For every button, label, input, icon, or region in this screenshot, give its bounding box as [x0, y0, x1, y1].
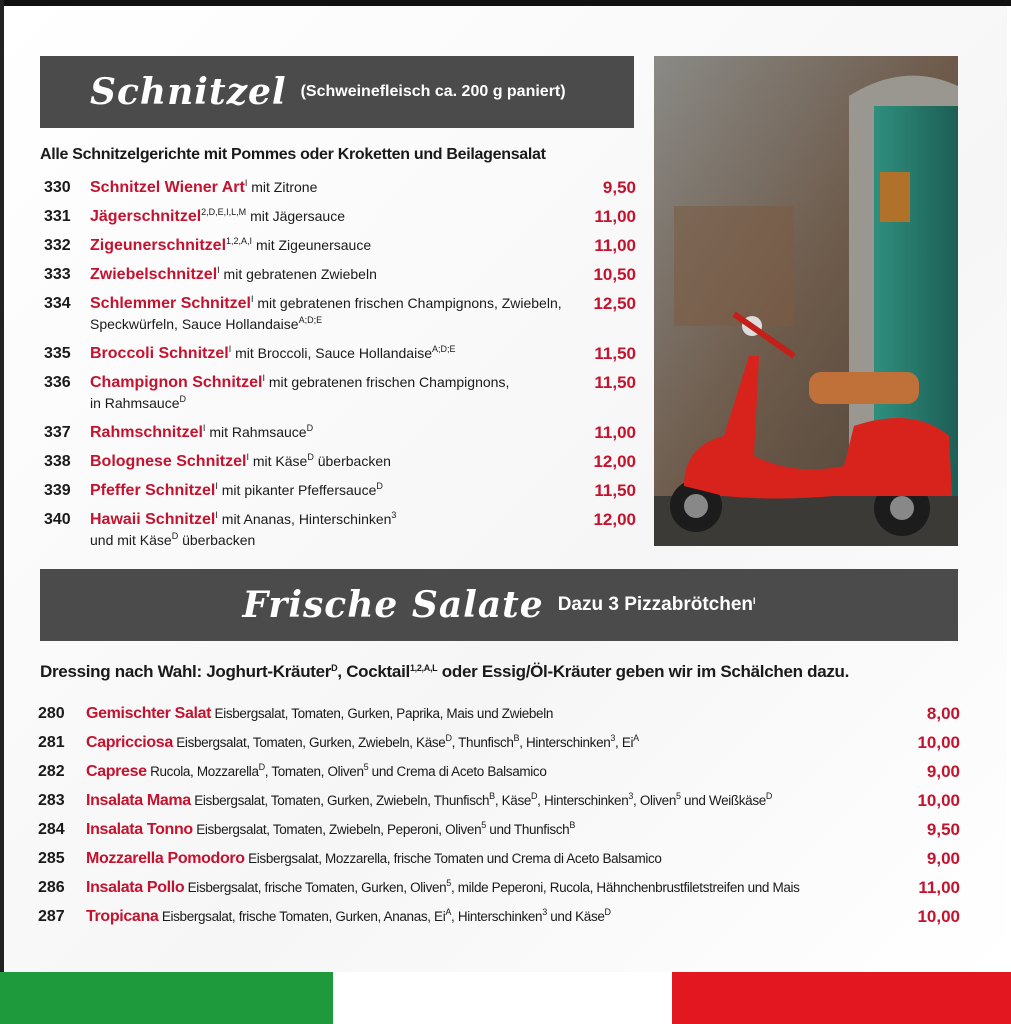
allergen-sup: I	[217, 265, 220, 275]
menu-item	[38, 819, 960, 840]
menu-item	[38, 703, 960, 724]
item-price: 11,50	[594, 481, 636, 500]
description-text: und Crema di Aceto Balsamico	[368, 764, 547, 779]
allergen-sup: I	[250, 294, 254, 304]
menu-item	[38, 906, 960, 927]
allergen-sup: D	[765, 791, 773, 801]
item-name: Hawaii Schnitzel	[90, 511, 216, 528]
item-price: 12,50	[593, 294, 636, 313]
schnitzel-header	[40, 56, 634, 128]
item-price: 8,00	[926, 704, 960, 723]
menu-item	[44, 264, 636, 285]
item-body	[86, 877, 890, 898]
item-number: 287	[38, 908, 65, 925]
description-text: und Weißkäse	[680, 793, 766, 808]
menu-item	[44, 509, 636, 551]
description-text: , Hinterschinken	[537, 793, 629, 808]
item-price: 10,50	[593, 265, 636, 284]
allergen-sup: D	[331, 663, 338, 673]
allergen-sup: I	[246, 452, 249, 462]
allergen-sup: B	[513, 733, 520, 743]
description-text: mit Jägersauce	[250, 208, 345, 224]
item-number: 334	[44, 295, 71, 312]
allergen-sup: D	[376, 481, 383, 491]
description-text: , Hinterschinken	[451, 909, 543, 924]
item-number: 281	[38, 734, 65, 751]
item-body	[86, 819, 890, 840]
item-name: Bolognese Schnitzel	[90, 453, 247, 470]
item-name: Zwiebelschnitzel	[90, 266, 218, 283]
item-body	[90, 480, 566, 501]
flag-stripe-red	[672, 972, 1011, 1024]
salate-subtitle	[558, 594, 756, 616]
item-price: 10,00	[917, 791, 960, 810]
menu-item	[38, 790, 960, 811]
item-body	[90, 206, 566, 227]
salate-list	[38, 703, 960, 935]
item-price: 9,00	[926, 762, 960, 781]
description-text: Dressing nach Wahl: Joghurt-Kräuter	[40, 662, 332, 681]
allergen-sup: A;D;E	[298, 315, 323, 325]
allergen-sup: D	[531, 791, 538, 801]
allergen-sup: 3	[542, 907, 547, 917]
description-text: Eisbergsalat, Tomaten, Zwiebeln, Peperoni, Oliven	[196, 822, 482, 837]
allergen-sup: D	[258, 762, 265, 772]
item-body	[90, 343, 566, 364]
item-number: 335	[44, 345, 71, 362]
item-price: 9,50	[602, 178, 636, 197]
allergen-sup: 3	[610, 733, 616, 743]
description-text: mit gebratenen frischen Champignons,	[268, 374, 510, 390]
item-body	[90, 509, 566, 551]
item-number: 338	[44, 453, 71, 470]
description-text: oder Essig/Öl-Kräuter geben wir im Schälchen dazu.	[437, 662, 850, 681]
flag-stripe-white	[333, 972, 672, 1024]
allergen-sup: 3	[391, 510, 397, 520]
item-number: 332	[44, 237, 71, 254]
description-text: Eisbergsalat, frische Tomaten, Gurken, Oliven	[187, 880, 447, 895]
description-text: , Thunfisch	[451, 735, 514, 750]
item-body	[90, 422, 566, 443]
item-price: 11,50	[594, 344, 636, 363]
schnitzel-subtitle: (Schweinefleisch ca. 200 g paniert)	[300, 83, 566, 100]
item-price: 11,00	[918, 878, 960, 897]
menu-item	[44, 480, 636, 501]
salate-title: Frische Salate	[242, 584, 544, 626]
item-number: 284	[38, 821, 65, 838]
schnitzel-intro: Alle Schnitzelgerichte mit Pommes oder Kroketten und Beilagensalat	[40, 146, 546, 163]
item-price: 9,00	[926, 849, 960, 868]
menu-item	[38, 732, 960, 753]
description-text: , Ei	[615, 735, 634, 750]
allergen-sup: D	[171, 531, 179, 541]
allergen-sup: I	[202, 423, 206, 433]
item-body	[90, 293, 566, 335]
item-number: 330	[44, 179, 71, 196]
description-text: in Rahmsauce	[90, 395, 180, 411]
allergen-sup: I	[215, 481, 218, 491]
salate-header	[40, 569, 958, 641]
item-name: Pfeffer Schnitzel	[90, 482, 216, 499]
description-text: Eisbergsalat, Tomaten, Gurken, Paprika, Mais und Zwiebeln	[214, 706, 554, 721]
description-text: und Thunfisch	[485, 822, 570, 837]
item-price: 11,00	[594, 423, 636, 442]
item-number: 331	[44, 208, 71, 225]
allergen-sup: A	[633, 733, 639, 743]
allergen-sup: 5	[676, 791, 681, 801]
item-body	[86, 848, 890, 869]
salate-subtitle-text: Dazu 3 Pizzabrötchen	[557, 594, 754, 615]
description-text: mit gebratenen frischen Champignons, Zwiebeln, Speckwürfeln, Sauce Hollandaise	[90, 295, 562, 332]
dressing-intro	[40, 662, 849, 682]
item-price: 11,50	[594, 373, 636, 392]
item-price: 10,00	[917, 733, 960, 752]
item-price: 11,00	[594, 236, 636, 255]
item-number: 340	[44, 511, 71, 528]
allergen-sup: B	[569, 820, 575, 830]
item-name: Mozzarella Pomodoro	[86, 850, 245, 867]
allergen-sup: 2,D,E,I,L,M	[201, 207, 247, 217]
menu-item	[38, 761, 960, 782]
menu-item	[44, 235, 636, 256]
schnitzel-list	[44, 177, 636, 559]
item-price: 12,00	[593, 452, 636, 471]
item-name: Insalata Tonno	[86, 821, 193, 838]
item-number: 339	[44, 482, 71, 499]
allergen-sup: B	[489, 791, 495, 801]
item-name: Schnitzel Wiener Art	[90, 179, 245, 196]
description-text: mit Zitrone	[251, 179, 318, 195]
menu-item	[38, 848, 960, 869]
item-number: 283	[38, 792, 65, 809]
item-body	[90, 177, 566, 198]
allergen-sup: D	[307, 452, 314, 462]
menu-item	[44, 451, 636, 472]
item-number: 333	[44, 266, 71, 283]
item-price: 9,50	[926, 820, 960, 839]
allergen-sup: 3	[628, 791, 634, 801]
description-text: Eisbergsalat, Mozzarella, frische Tomaten und Crema di Aceto Balsamico	[248, 851, 662, 866]
allergen-sup: 1,2,A,I	[226, 236, 253, 246]
item-body	[90, 372, 566, 414]
description-text: Eisbergsalat, frische Tomaten, Gurken, Ananas, Ei	[161, 909, 446, 924]
description-text: mit Käse	[252, 453, 308, 469]
description-text: , Tomaten, Oliven	[264, 764, 364, 779]
item-name: Broccoli Schnitzel	[90, 345, 229, 362]
item-name: Gemischter Salat	[86, 705, 212, 722]
item-name: Schlemmer Schnitzel	[90, 295, 251, 312]
allergen-sup: D	[604, 907, 611, 917]
item-name: Jägerschnitzel	[90, 208, 202, 225]
description-text: Eisbergsalat, Tomaten, Gurken, Zwiebeln, Käse	[176, 735, 446, 750]
flag-stripe-green	[0, 972, 333, 1024]
item-body	[90, 264, 566, 285]
allergen-sup: D	[179, 394, 186, 404]
menu-item	[38, 877, 960, 898]
allergen-sup: D	[306, 423, 314, 433]
item-name: Champignon Schnitzel	[90, 374, 263, 391]
description-text: überbacken	[313, 453, 391, 469]
allergen-sup: I	[753, 596, 756, 606]
description-text: mit gebratenen Zwiebeln	[223, 266, 377, 282]
item-number: 286	[38, 879, 65, 896]
menu-item	[44, 177, 636, 198]
description-text: , milde Peperoni, Rucola, Hähnchenbrustfiletstreifen und Mais	[450, 880, 800, 895]
allergen-sup: 5	[481, 820, 486, 830]
description-text: mit Rahmsauce	[209, 424, 307, 440]
description-text: mit Ananas, Hinterschinken	[221, 511, 392, 527]
item-price: 11,00	[594, 207, 636, 226]
menu-item	[44, 422, 636, 443]
description-text: , Käse	[494, 793, 532, 808]
allergen-sup: I	[228, 344, 232, 354]
item-body	[86, 906, 890, 927]
description-text: überbacken	[178, 532, 256, 548]
allergen-sup: 1,2,A,L	[409, 663, 438, 673]
item-body	[86, 732, 890, 753]
item-name: Caprese	[86, 763, 147, 780]
item-number: 280	[38, 705, 65, 722]
item-body	[90, 235, 566, 256]
item-number: 285	[38, 850, 65, 867]
description-text: und Käse	[546, 909, 605, 924]
item-body	[90, 451, 566, 472]
item-body	[86, 761, 890, 782]
item-price: 10,00	[917, 907, 960, 926]
description-text: mit Zigeunersauce	[255, 237, 372, 253]
item-number: 282	[38, 763, 65, 780]
item-name: Tropicana	[86, 908, 159, 925]
allergen-sup: 5	[446, 878, 451, 888]
item-name: Insalata Mama	[86, 792, 191, 809]
allergen-sup: A;D;E	[431, 344, 456, 354]
item-name: Capricciosa	[86, 734, 173, 751]
allergen-sup: A	[445, 907, 452, 917]
description-text: Eisbergsalat, Tomaten, Gurken, Zwiebeln, Thunfisch	[194, 793, 490, 808]
item-name: Insalata Pollo	[86, 879, 185, 896]
item-body	[86, 790, 890, 811]
allergen-sup: I	[215, 510, 218, 520]
item-name: Zigeunerschnitzel	[90, 237, 227, 254]
menu-item	[44, 206, 636, 227]
allergen-sup: I	[262, 373, 265, 383]
allergen-sup: 5	[363, 762, 369, 772]
item-number: 337	[44, 424, 71, 441]
description-text: und mit Käse	[90, 532, 172, 548]
allergen-sup: I	[244, 178, 248, 188]
item-number: 336	[44, 374, 71, 391]
description-text: , Oliven	[633, 793, 676, 808]
allergen-sup: D	[445, 733, 452, 743]
menu-item	[44, 343, 636, 364]
vespa-scooter-photo	[654, 56, 958, 546]
menu-item	[44, 293, 636, 335]
description-text: , Hinterschinken	[519, 735, 611, 750]
item-price: 12,00	[593, 510, 636, 529]
description-text: Rucola, Mozzarella	[150, 764, 259, 779]
item-name: Rahmschnitzel	[90, 424, 203, 441]
description-text: mit pikanter Pfeffersauce	[221, 482, 377, 498]
schnitzel-title: Schnitzel	[90, 71, 287, 113]
description-text: mit Broccoli, Sauce Hollandaise	[235, 345, 432, 361]
item-body	[86, 703, 890, 724]
menu-item	[44, 372, 636, 414]
description-text: , Cocktail	[337, 662, 410, 681]
